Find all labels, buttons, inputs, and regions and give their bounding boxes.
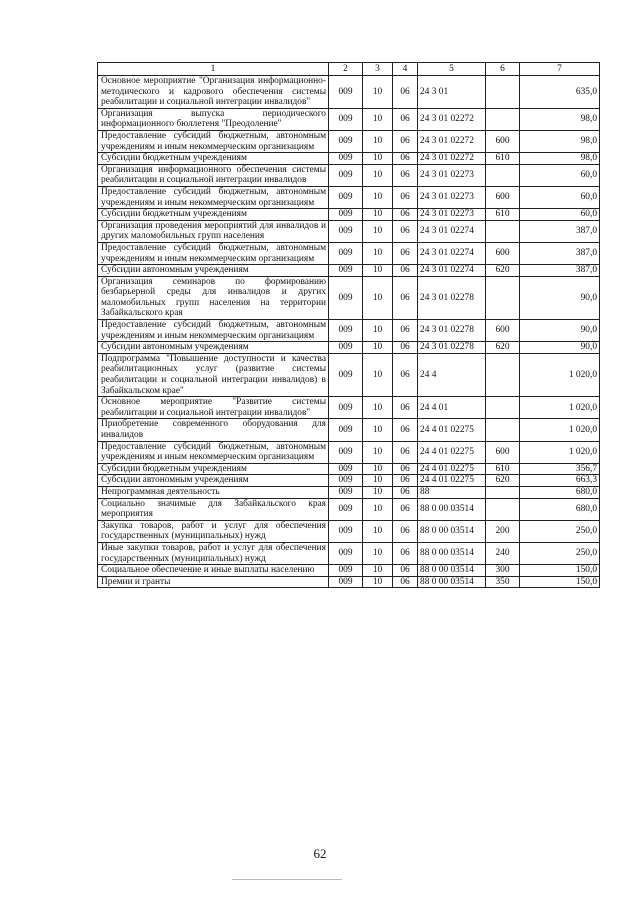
row-gr-cell: 009 — [329, 565, 363, 577]
row-section-cell: 10 — [363, 441, 393, 463]
row-gr-cell: 009 — [329, 419, 363, 441]
row-section-cell: 10 — [363, 220, 393, 242]
row-amount-cell: 250,0 — [520, 542, 600, 564]
row-gr-cell: 009 — [329, 342, 363, 354]
row-section-cell: 10 — [363, 242, 393, 264]
row-section-cell: 10 — [363, 542, 393, 564]
row-gr-cell: 009 — [329, 130, 363, 152]
row-expense-type-cell — [486, 498, 520, 520]
row-target-code-cell: 24 3 01 02272 — [418, 130, 486, 152]
table-row — [98, 353, 600, 396]
row-target-code-cell: 24 3 01 02273 — [418, 186, 486, 208]
row-name-cell: Субсидии автономным учреждениям — [98, 475, 329, 487]
table-row — [98, 242, 600, 264]
row-expense-type-cell: 240 — [486, 542, 520, 564]
row-subsection-cell: 06 — [393, 220, 418, 242]
table-row — [98, 153, 600, 165]
row-expense-type-cell: 600 — [486, 242, 520, 264]
row-expense-type-cell: 620 — [486, 342, 520, 354]
table-row — [98, 164, 600, 186]
row-amount-cell: 98,0 — [520, 130, 600, 152]
row-subsection-cell: 06 — [393, 463, 418, 475]
row-gr-cell: 009 — [329, 164, 363, 186]
row-target-code-cell: 24 3 01 02278 — [418, 342, 486, 354]
table-row — [98, 108, 600, 130]
row-name-cell: Непрограммная деятельность — [98, 486, 329, 498]
row-gr-cell: 009 — [329, 576, 363, 588]
row-subsection-cell: 06 — [393, 397, 418, 419]
row-gr-cell: 009 — [329, 463, 363, 475]
table-row — [98, 520, 600, 542]
row-section-cell: 10 — [363, 265, 393, 277]
row-gr-cell: 009 — [329, 397, 363, 419]
row-subsection-cell: 06 — [393, 153, 418, 165]
row-section-cell: 10 — [363, 130, 393, 152]
table-row — [98, 276, 600, 319]
row-target-code-cell: 24 3 01 02278 — [418, 276, 486, 319]
header-cell-5: 5 — [418, 63, 486, 76]
row-gr-cell: 009 — [329, 186, 363, 208]
row-subsection-cell: 06 — [393, 320, 418, 342]
row-expense-type-cell — [486, 419, 520, 441]
row-amount-cell: 150,0 — [520, 565, 600, 577]
row-subsection-cell: 06 — [393, 242, 418, 264]
budget-table — [97, 62, 600, 588]
header-cell-2: 2 — [329, 63, 363, 76]
row-subsection-cell: 06 — [393, 265, 418, 277]
row-name-cell: Социально значимые для Забайкальского края мероприятия — [98, 498, 329, 520]
row-amount-cell: 90,0 — [520, 320, 600, 342]
table-row — [98, 475, 600, 487]
row-expense-type-cell: 610 — [486, 463, 520, 475]
row-expense-type-cell — [486, 397, 520, 419]
row-target-code-cell: 24 4 01 02275 — [418, 419, 486, 441]
table-body — [98, 63, 600, 588]
row-gr-cell: 009 — [329, 475, 363, 487]
row-subsection-cell: 06 — [393, 108, 418, 130]
row-amount-cell: 680,0 — [520, 486, 600, 498]
row-amount-cell: 60,0 — [520, 164, 600, 186]
row-name-cell: Предоставление субсидий бюджетным, автономным учреждениям и иным некоммерческим организациям — [98, 320, 329, 342]
row-section-cell: 10 — [363, 486, 393, 498]
row-target-code-cell: 24 3 01 02278 — [418, 320, 486, 342]
row-amount-cell: 1 020,0 — [520, 397, 600, 419]
row-target-code-cell: 24 3 01 02273 — [418, 209, 486, 221]
row-amount-cell: 663,3 — [520, 475, 600, 487]
row-expense-type-cell: 600 — [486, 130, 520, 152]
row-name-cell: Организация информационного обеспечения системы реабилитации и социальной интеграции инвалидов — [98, 164, 329, 186]
row-target-code-cell: 88 0 00 03514 — [418, 520, 486, 542]
row-subsection-cell: 06 — [393, 419, 418, 441]
row-subsection-cell: 06 — [393, 498, 418, 520]
row-gr-cell: 009 — [329, 320, 363, 342]
row-expense-type-cell: 350 — [486, 576, 520, 588]
table-row — [98, 220, 600, 242]
row-name-cell: Предоставление субсидий бюджетным, автономным учреждениям и иным некоммерческим организациям — [98, 242, 329, 264]
row-amount-cell: 1 020,0 — [520, 353, 600, 396]
row-target-code-cell: 24 3 01 02274 — [418, 220, 486, 242]
row-section-cell: 10 — [363, 342, 393, 354]
row-name-cell: Социальное обеспечение и иные выплаты населению — [98, 565, 329, 577]
row-section-cell: 10 — [363, 164, 393, 186]
row-target-code-cell: 24 3 01 02273 — [418, 164, 486, 186]
table-header-row — [98, 63, 600, 76]
row-name-cell: Субсидии бюджетным учреждениям — [98, 209, 329, 221]
row-expense-type-cell — [486, 486, 520, 498]
row-target-code-cell: 88 0 00 03514 — [418, 542, 486, 564]
row-name-cell: Подпрограмма "Повышение доступности и качества реабилитационных услуг (развитие системы реабилитации и социальной интеграции инвалидов) в Забайкальском крае" — [98, 353, 329, 396]
row-section-cell: 10 — [363, 397, 393, 419]
row-gr-cell: 009 — [329, 242, 363, 264]
row-gr-cell: 009 — [329, 76, 363, 109]
row-name-cell: Предоставление субсидий бюджетным, автономным учреждениям и иным некоммерческим организациям — [98, 441, 329, 463]
row-subsection-cell: 06 — [393, 76, 418, 109]
row-gr-cell: 009 — [329, 498, 363, 520]
row-name-cell: Приобретение современного оборудования для инвалидов — [98, 419, 329, 441]
table-row — [98, 542, 600, 564]
row-subsection-cell: 06 — [393, 353, 418, 396]
row-target-code-cell: 88 0 00 03514 — [418, 576, 486, 588]
row-gr-cell: 009 — [329, 542, 363, 564]
row-target-code-cell: 88 0 00 03514 — [418, 498, 486, 520]
row-section-cell: 10 — [363, 498, 393, 520]
header-cell-3: 3 — [363, 63, 393, 76]
row-expense-type-cell: 620 — [486, 475, 520, 487]
row-expense-type-cell — [486, 76, 520, 109]
row-section-cell: 10 — [363, 76, 393, 109]
row-expense-type-cell: 300 — [486, 565, 520, 577]
table-row — [98, 498, 600, 520]
row-subsection-cell: 06 — [393, 186, 418, 208]
row-subsection-cell: 06 — [393, 342, 418, 354]
row-section-cell: 10 — [363, 353, 393, 396]
row-section-cell: 10 — [363, 320, 393, 342]
row-section-cell: 10 — [363, 276, 393, 319]
row-subsection-cell: 06 — [393, 542, 418, 564]
row-section-cell: 10 — [363, 108, 393, 130]
row-subsection-cell: 06 — [393, 486, 418, 498]
table-row — [98, 265, 600, 277]
table-row — [98, 397, 600, 419]
header-cell-6: 6 — [486, 63, 520, 76]
row-gr-cell: 009 — [329, 486, 363, 498]
row-amount-cell: 60,0 — [520, 186, 600, 208]
row-subsection-cell: 06 — [393, 565, 418, 577]
row-target-code-cell: 24 3 01 — [418, 76, 486, 109]
row-target-code-cell: 24 4 01 02275 — [418, 441, 486, 463]
row-name-cell: Предоставление субсидий бюджетным, автономным учреждениям и иным некоммерческим организациям — [98, 130, 329, 152]
row-gr-cell: 009 — [329, 353, 363, 396]
row-target-code-cell: 24 3 01 02274 — [418, 242, 486, 264]
row-name-cell: Субсидии бюджетным учреждениям — [98, 153, 329, 165]
table-row — [98, 486, 600, 498]
row-amount-cell: 60,0 — [520, 209, 600, 221]
row-expense-type-cell: 600 — [486, 320, 520, 342]
row-name-cell: Субсидии автономным учреждениям — [98, 342, 329, 354]
row-name-cell: Предоставление субсидий бюджетным, автономным учреждениям и иным некоммерческим организациям — [98, 186, 329, 208]
row-amount-cell: 387,0 — [520, 265, 600, 277]
row-subsection-cell: 06 — [393, 209, 418, 221]
row-gr-cell: 009 — [329, 209, 363, 221]
row-amount-cell: 150,0 — [520, 576, 600, 588]
row-subsection-cell: 06 — [393, 475, 418, 487]
table-row — [98, 565, 600, 577]
row-name-cell: Основное мероприятие "Организация информационно-методического и кадрового обеспечения системы реабилитации и социальной интеграции инвалидов" — [98, 76, 329, 109]
row-name-cell: Субсидии автономным учреждениям — [98, 265, 329, 277]
row-expense-type-cell: 610 — [486, 209, 520, 221]
row-expense-type-cell: 620 — [486, 265, 520, 277]
row-expense-type-cell — [486, 353, 520, 396]
row-subsection-cell: 06 — [393, 441, 418, 463]
table-row — [98, 186, 600, 208]
row-expense-type-cell — [486, 164, 520, 186]
row-target-code-cell: 88 — [418, 486, 486, 498]
row-amount-cell: 90,0 — [520, 342, 600, 354]
row-amount-cell: 635,0 — [520, 76, 600, 109]
row-section-cell: 10 — [363, 565, 393, 577]
row-gr-cell: 009 — [329, 153, 363, 165]
row-target-code-cell: 24 3 01 02272 — [418, 153, 486, 165]
row-name-cell: Организация семинаров по формированию безбарьерной среды для инвалидов и других маломобильных групп населения на территории Забайкальского края — [98, 276, 329, 319]
row-expense-type-cell — [486, 220, 520, 242]
row-gr-cell: 009 — [329, 108, 363, 130]
row-section-cell: 10 — [363, 419, 393, 441]
row-subsection-cell: 06 — [393, 276, 418, 319]
row-name-cell: Премии и гранты — [98, 576, 329, 588]
header-cell-7: 7 — [520, 63, 600, 76]
row-expense-type-cell: 610 — [486, 153, 520, 165]
row-target-code-cell: 88 0 00 03514 — [418, 565, 486, 577]
row-gr-cell: 009 — [329, 441, 363, 463]
table-row — [98, 209, 600, 221]
row-target-code-cell: 24 3 01 02272 — [418, 108, 486, 130]
row-amount-cell: 98,0 — [520, 153, 600, 165]
table-row — [98, 342, 600, 354]
row-section-cell: 10 — [363, 475, 393, 487]
row-name-cell: Организация проведения мероприятий для инвалидов и других маломобильных групп населения — [98, 220, 329, 242]
row-subsection-cell: 06 — [393, 130, 418, 152]
row-section-cell: 10 — [363, 576, 393, 588]
row-amount-cell: 680,0 — [520, 498, 600, 520]
table-row — [98, 441, 600, 463]
row-expense-type-cell: 600 — [486, 186, 520, 208]
table-row — [98, 130, 600, 152]
row-section-cell: 10 — [363, 153, 393, 165]
row-gr-cell: 009 — [329, 520, 363, 542]
table-row — [98, 76, 600, 109]
row-name-cell: Организация выпуска периодического информационного бюллетеня "Преодоление" — [98, 108, 329, 130]
row-section-cell: 10 — [363, 520, 393, 542]
row-subsection-cell: 06 — [393, 576, 418, 588]
table-row — [98, 419, 600, 441]
footer-line — [232, 879, 342, 880]
row-section-cell: 10 — [363, 186, 393, 208]
row-target-code-cell: 24 4 — [418, 353, 486, 396]
row-target-code-cell: 24 3 01 02274 — [418, 265, 486, 277]
row-name-cell: Иные закупки товаров, работ и услуг для обеспечения государственных (муниципальных) нужд — [98, 542, 329, 564]
row-section-cell: 10 — [363, 209, 393, 221]
row-amount-cell: 250,0 — [520, 520, 600, 542]
row-section-cell: 10 — [363, 463, 393, 475]
row-subsection-cell: 06 — [393, 164, 418, 186]
row-gr-cell: 009 — [329, 265, 363, 277]
row-amount-cell: 98,0 — [520, 108, 600, 130]
row-target-code-cell: 24 4 01 02275 — [418, 475, 486, 487]
row-name-cell: Основное мероприятие "Развитие системы реабилитации и социальной интеграции инвалидов" — [98, 397, 329, 419]
table-row — [98, 320, 600, 342]
row-expense-type-cell — [486, 108, 520, 130]
row-gr-cell: 009 — [329, 220, 363, 242]
row-amount-cell: 1 020,0 — [520, 419, 600, 441]
row-gr-cell: 009 — [329, 276, 363, 319]
row-amount-cell: 387,0 — [520, 220, 600, 242]
row-subsection-cell: 06 — [393, 520, 418, 542]
row-expense-type-cell: 600 — [486, 441, 520, 463]
header-cell-4: 4 — [393, 63, 418, 76]
table-row — [98, 463, 600, 475]
row-amount-cell: 1 020,0 — [520, 441, 600, 463]
row-expense-type-cell — [486, 276, 520, 319]
row-target-code-cell: 24 4 01 02275 — [418, 463, 486, 475]
row-amount-cell: 356,7 — [520, 463, 600, 475]
page-number: 62 — [313, 846, 327, 861]
row-name-cell: Субсидии бюджетным учреждениям — [98, 463, 329, 475]
table-row — [98, 576, 600, 588]
row-expense-type-cell: 200 — [486, 520, 520, 542]
row-target-code-cell: 24 4 01 — [418, 397, 486, 419]
header-cell-1: 1 — [98, 63, 329, 76]
row-amount-cell: 90,0 — [520, 276, 600, 319]
row-name-cell: Закупка товаров, работ и услуг для обеспечения государственных (муниципальных) нужд — [98, 520, 329, 542]
row-amount-cell: 387,0 — [520, 242, 600, 264]
